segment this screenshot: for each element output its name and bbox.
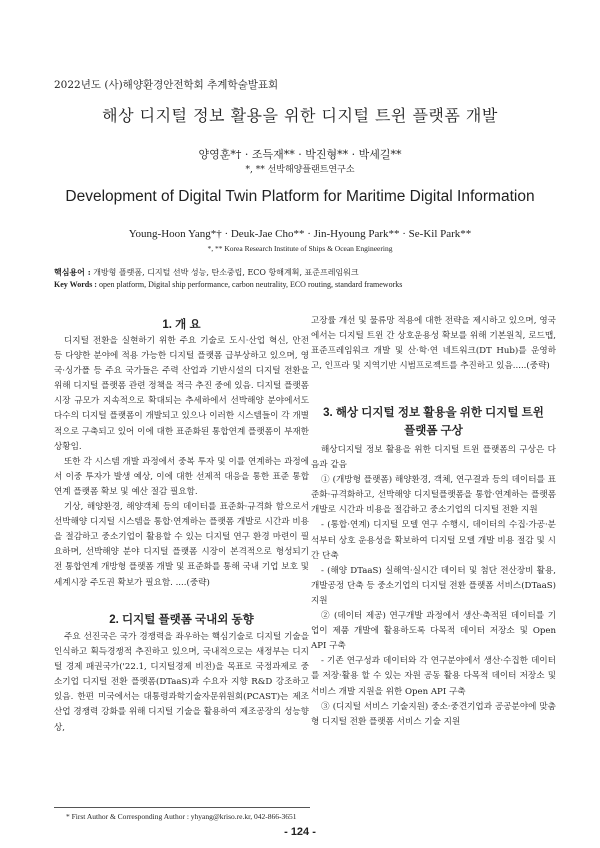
section3-intro: 해상디지털 정보 활용을 위한 디지털 트윈 플랫폼의 구상은 다음과 같음: [311, 445, 556, 471]
section1-paragraph: 디지털 전환을 실현하기 위한 주요 기술로 도시·산업 혁신, 안전 등 다양한 분야에 적용 가능한 디지털 플랫폼 급부상하고 있으며, 영국·싱가폴 등 주요 국가들은 주력 산업과 기반시설의 디지털 전환을 위해 디지털 플랫폼 관련 정책을 적극 추진 중에 있음. 디지털 플랫폼 시장 규모가 지속적으로 확대되는 추세하에서 선박해양 분야에서도 다수의 디지털 플랫폼이 개발되고 있으나 이러한 시스템들이 각 개별적으로 구축되고 있어 이에 대한 표준화된 통합연계 플랫폼이 부재한 상황임.: [54, 336, 309, 452]
section2-body: [54, 630, 309, 736]
section3-item: ③ (디지털 서비스 기술지원) 중소·중견기업과 공공분야에 맞춤형 디지털 전환 플랫폼 서비스 기술 지원: [311, 701, 556, 727]
section3-item: - (통합·연계) 디지털 모델 연구 수행시, 데이터의 수집·가공·분석부터 상호 운용성을 확보하여 디지털 모델 개발 비용 절감 및 시간 단축: [311, 520, 556, 561]
section3-item: ② (데이터 제공) 연구개발 과정에서 생산·축적된 데이터를 기업이 제품 개발에 활용하도록 다목적 데이터 저장소 및 Open API 구축: [311, 611, 556, 652]
footnote-rule: [54, 807, 310, 808]
footnote: * First Author & Corresponding Author : yhyang@kriso.re.kr, 042-866-3651: [66, 812, 297, 821]
section2-paragraph: 주요 선진국은 국가 경쟁력을 좌우하는 핵심기술로 디지털 기술을 인식하고 획득경쟁적 추진하고 있으며, 국내적으로는 새정부는 디지털 경제 패권국가('22.1, 디지털경제 비전)을 목표로 국정과제로 중소기업 디지털 전환 플랫폼(DTaaS)과 수요자 지향 R&D 강조하고 있음. 한편 미국에서는 대통령과학기술자문위원회(PCAST)는 제조산업 경쟁력 강화를 위해 디지털 기술을 활용하여 제조공장의 성능향상,: [54, 632, 309, 733]
section1-body: [54, 334, 309, 591]
section3-body: [311, 443, 556, 730]
section2-heading: 2. 디지털 플랫폼 국내외 동향: [109, 614, 254, 626]
authors-korean: 양영훈*† · 조득재** · 박진형** · 박세길**: [198, 148, 402, 161]
keywords-korean-text: 개방형 플랫폼, 디지털 선박 성능, 탄소중립, ECO 항해계획, 표준프레임워크: [93, 268, 359, 277]
section3-heading-line1: 3. 해상 디지털 정보 활용을 위한 디지털 트윈: [323, 407, 544, 419]
conference-header: 2022년도 (사)해양환경안전학회 추계학술발표회: [54, 79, 279, 91]
section2-continued: [311, 314, 556, 374]
keywords-english-text: open platform, Digital ship performance, carbon neutrality, ECO routing, standard frameworks: [98, 280, 403, 289]
keywords-korean-label: 핵심용어 :: [54, 267, 91, 277]
section1-heading: 1. 개 요: [162, 319, 201, 331]
affiliation-korean: *, ** 선박해양플랜트연구소: [245, 165, 355, 175]
section3-item: - (해양 DTaaS) 실해역·실시간 데이터 및 첨단 전산장비 활용, 개발공정 단축 등 중소기업의 디지털 전환 플랫폼 서비스(DTaaS) 지원: [311, 565, 556, 606]
title-english: Development of Digital Twin Platform for Maritime Digital Information: [65, 188, 535, 205]
keywords-korean: [54, 267, 359, 278]
keywords-english-label: Key Words :: [54, 280, 97, 289]
section3-item: ① (개방형 플랫폼) 해양환경, 객체, 연구결과 등의 데이터를 표준화·규격화하고, 선박해양 디지털플랫폼을 통합·연계하는 플랫폼 개발로 시간과 비용을 절감하고 중소기업의 디지털 전환 지원: [311, 475, 556, 516]
section3-item: - 기존 연구성과 데이터와 각 연구분야에서 생산·수집한 데이터를 저장·활용 할 수 있는 자원 공동 활용 다목적 데이터 저장소 및 서비스 개발 지원을 위한 Open API 구축: [311, 656, 556, 697]
keywords-english: [54, 280, 402, 289]
page-number: - 124 -: [284, 826, 316, 838]
section1-paragraph: 또한 각 시스템 개발 과정에서 중복 투자 및 이를 연계하는 과정에서 이중 투자가 발생 예상, 이에 대한 선제적 대응을 통한 표준 통합연계 플랫폼 확보 및 예산 절감 필요함.: [54, 456, 309, 497]
section3-heading-line2: 플랫폼 구상: [404, 425, 463, 437]
authors-english: Young-Hoon Yang*† · Deuk-Jae Cho** · Jin-Hyoung Park** · Se-Kil Park**: [128, 228, 472, 240]
affiliation-english: *, ** Korea Research Institute of Ships & Ocean Engineering: [207, 244, 393, 253]
section2-continued-paragraph: 고장률 개선 및 물류망 적용에 대한 전략을 제시하고 있으며, 영국에서는 디지털 트윈 간 상호운용성 확보를 위해 기본원칙, 로드맵, 표준프레임워크 개발 및 산·학·연 네트워크(DT Hub)를 운영하고, 인프라 및 지역기반 시범프로젝트를 추진하고 있음.....(중략): [311, 316, 556, 372]
section1-paragraph: 기상, 해양환경, 해양객체 등의 데이터를 표준화·규격화 함으로서 선박해양 디지털 시스템을 통합·연계하는 플랫폼 개발로 시간과 비용을 절감하고 중소기업이 활용할 수 있는 디지털 연구 환경 마련이 필요하며, 선박해양 분야 디지털 플랫폼 시장이 본격적으로 형성되기 전 통합연계 개방형 플랫폼 개발 및 표준화를 통해 국내 기업 보호 및 세계시장 주도권 확보가 필요함. ....(중략): [54, 502, 309, 588]
section3-heading: [311, 404, 556, 440]
title-korean: 해상 디지털 정보 활용을 위한 디지털 트윈 플랫폼 개발: [102, 106, 498, 125]
